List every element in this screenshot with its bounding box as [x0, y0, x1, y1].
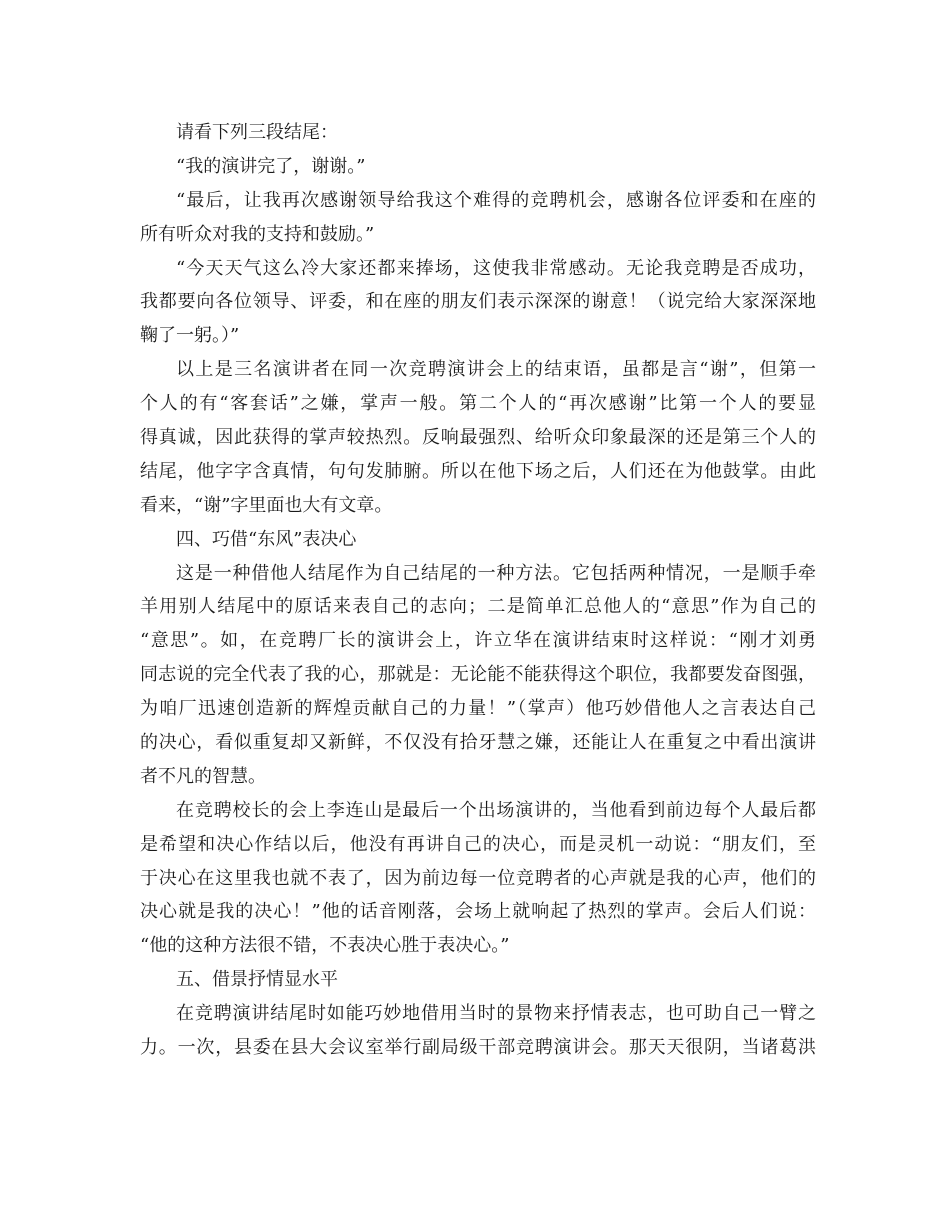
text-line: 结尾，他字字含真情，句句发肺腑。所以在他下场之后，人们还在为他鼓掌。由此 [140, 460, 816, 482]
text-line: “最后，让我再次感谢领导给我这个难得的竞聘机会，感谢各位评委和在座的 [176, 189, 816, 211]
text-line: 这是一种借他人结尾作为自己结尾的一种方法。它包括两种情况，一是顺手牵 [176, 562, 816, 584]
text-line: “今天天气这么冷大家还都来捧场，这使我非常感动。无论我竞聘是否成功， [176, 257, 816, 279]
text-line: 于决心在这里我也就不表了，因为前边每一位竞聘者的心声就是我的心声，他们的 [140, 867, 816, 889]
text-line: 所有听众对我的支持和鼓励。” [140, 223, 375, 245]
text-line: 决心就是我的决心！”他的话音刚落，会场上就响起了热烈的掌声。会后人们说： [140, 901, 816, 923]
text-line: 羊用别人结尾中的原话来表自己的志向；二是简单汇总他人的“意思”作为自己的 [140, 596, 816, 618]
text-line: 个人的有“客套话”之嫌，掌声一般。第二个人的“再次感谢”比第一个人的要显 [140, 393, 816, 415]
text-line: “意思”。如，在竞聘厂长的演讲会上，许立华在演讲结束时这样说：“刚才刘勇 [140, 630, 816, 652]
text-line: 者不凡的智慧。 [140, 765, 266, 787]
text-line: 请看下列三段结尾： [176, 122, 338, 143]
text-line: 在竞聘校长的会上李连山是最后一个出场演讲的，当他看到前边每个人最后都 [176, 799, 816, 821]
text-line: 四、巧借“东风”表决心 [176, 528, 357, 550]
text-line: 为咱厂迅速创造新的辉煌贡献自己的力量！”（掌声）他巧妙借他人之言表达自己 [140, 698, 816, 720]
text-line: 以上是三名演讲者在同一次竞聘演讲会上的结束语，虽都是言“谢”，但第一 [176, 359, 816, 381]
text-line: 力。一次，县委在县大会议室举行副局级干部竞聘演讲会。那天天很阴，当诸葛洪 [140, 1037, 816, 1059]
document-body [140, 116, 816, 1065]
text-line: 看来，“谢”字里面也大有文章。 [140, 494, 393, 516]
text-line: 在竞聘演讲结尾时如能巧妙地借用当时的景物来抒情表志，也可助自己一臂之 [176, 1003, 816, 1025]
text-line: 我都要向各位领导、评委，和在座的朋友们表示深深的谢意！（说完给大家深深地 [140, 291, 816, 313]
text-line: 得真诚，因此获得的掌声较热烈。反响最强烈、给听众印象最深的还是第三个人的 [140, 427, 816, 449]
text-line: 是希望和决心作结以后，他没有再讲自己的决心，而是灵机一动说：“朋友们，至 [140, 833, 816, 855]
text-line: 同志说的完全代表了我的心，那就是：无论能不能获得这个职位，我都要发奋图强， [140, 664, 816, 686]
text-line: “他的这种方法很不错，不表决心胜于表决心。” [140, 935, 510, 957]
text-line: 鞠了一躬。）” [140, 325, 240, 347]
text-line: 的决心，看似重复却又新鲜，不仅没有拾牙慧之嫌，还能让人在重复之中看出演讲 [140, 732, 816, 754]
text-line: 五、借景抒情显水平 [176, 969, 338, 991]
text-line: “我的演讲完了，谢谢。” [176, 155, 366, 177]
